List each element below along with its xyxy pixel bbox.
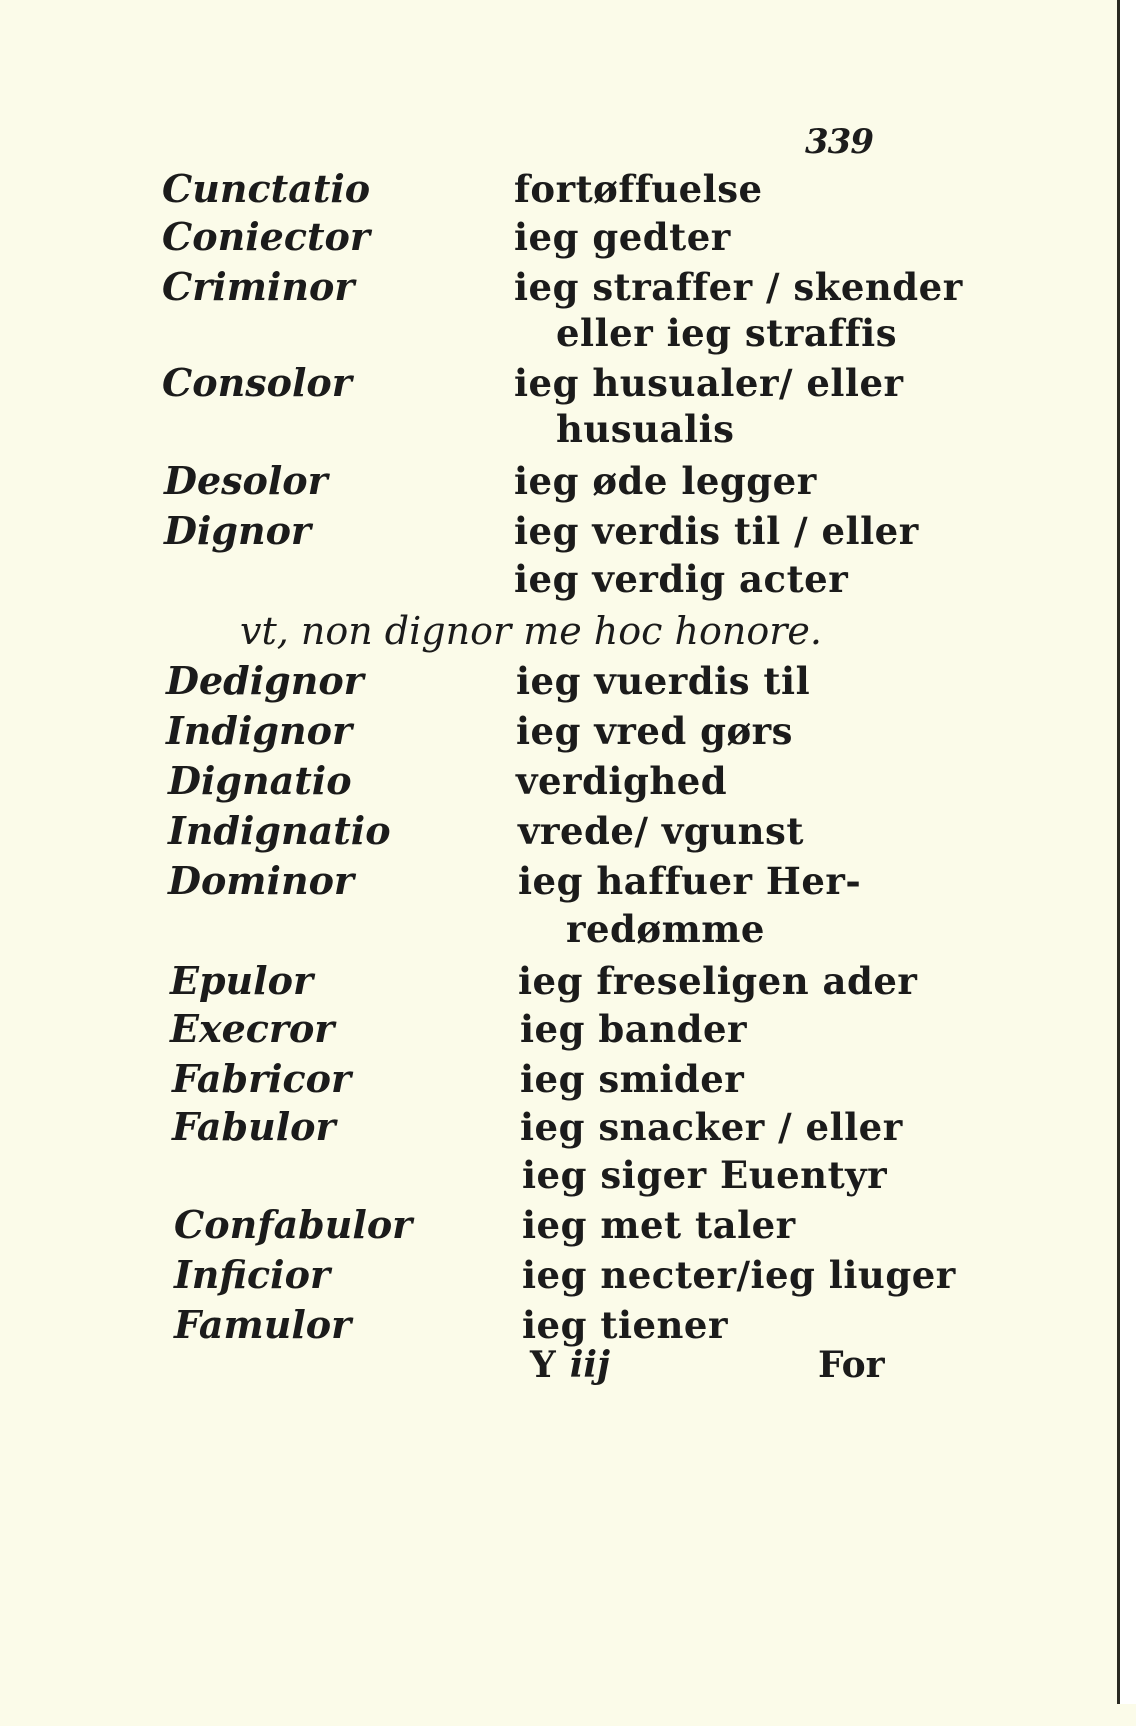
latin-term: Indignor — [166, 708, 352, 753]
latin-term: Dignatio — [168, 758, 352, 803]
signature-numeral: iij — [569, 1344, 611, 1386]
usage-example: vt, non dignor me hoc honore. — [240, 609, 822, 653]
signature-letter: Y — [530, 1344, 556, 1386]
catchword: For — [818, 1344, 885, 1386]
danish-translation-continued: ieg verdig acter — [514, 557, 849, 601]
danish-translation-continued: ieg siger Euentyr — [522, 1153, 888, 1197]
latin-term: Desolor — [164, 458, 328, 503]
danish-translation-continued: eller ieg straffis — [556, 311, 898, 355]
glossary-entry-continuation — [0, 404, 1120, 454]
glossary-entry — [0, 806, 1120, 856]
page-number: 339 — [805, 122, 873, 162]
latin-term: Consolor — [162, 360, 352, 405]
glossary-entry-continuation — [0, 1150, 1120, 1200]
glossary-entry-continuation — [0, 308, 1120, 358]
glossary-entry — [0, 164, 1120, 214]
glossary-entry — [0, 262, 1120, 312]
scan-margin — [0, 1704, 1136, 1726]
glossary-entry-continuation — [0, 554, 1120, 604]
latin-term: Dedignor — [166, 658, 364, 703]
danish-translation: vrede/ vgunst — [518, 809, 804, 853]
glossary-entry — [0, 656, 1120, 706]
glossary-entry — [0, 212, 1120, 262]
danish-translation: ieg smider — [520, 1057, 745, 1101]
danish-translation: ieg vred gørs — [516, 709, 794, 753]
danish-translation-continued: husualis — [556, 407, 735, 451]
danish-translation: ieg bander — [520, 1007, 747, 1051]
latin-term: Indignatio — [168, 808, 391, 853]
glossary-entry — [0, 956, 1120, 1006]
latin-term: Coniector — [162, 214, 370, 259]
latin-term: Epulor — [170, 958, 313, 1003]
latin-term: Fabricor — [172, 1056, 352, 1101]
glossary-entry — [0, 856, 1120, 906]
danish-translation: ieg haffuer Her- — [518, 859, 862, 903]
glossary-entry — [0, 1102, 1120, 1152]
usage-example-row — [0, 606, 1120, 656]
danish-translation: verdighed — [516, 759, 728, 803]
glossary-entry-continuation — [0, 904, 1120, 954]
glossary-entry — [0, 1004, 1120, 1054]
danish-translation: ieg tiener — [522, 1303, 728, 1347]
danish-translation: ieg vuerdis til — [516, 659, 811, 703]
latin-term: Famulor — [174, 1302, 352, 1347]
glossary-entry — [0, 756, 1120, 806]
danish-translation: ieg gedter — [514, 215, 731, 259]
danish-translation: ieg necter/ieg liuger — [522, 1253, 956, 1297]
glossary-entry — [0, 1250, 1120, 1300]
glossary-entry — [0, 1200, 1120, 1250]
glossary-entry — [0, 456, 1120, 506]
danish-translation: ieg snacker / eller — [520, 1105, 903, 1149]
danish-translation: ieg straffer / skender — [514, 265, 963, 309]
latin-term: Fabulor — [172, 1104, 336, 1149]
danish-translation: ieg met taler — [522, 1203, 796, 1247]
glossary-entry — [0, 1054, 1120, 1104]
latin-term: Dignor — [164, 508, 311, 553]
latin-term: Inficior — [174, 1252, 330, 1297]
glossary-entry — [0, 506, 1120, 556]
signature-mark — [530, 1340, 610, 1390]
danish-translation: ieg verdis til / eller — [514, 509, 919, 553]
latin-term: Cunctatio — [162, 166, 371, 211]
danish-translation: ieg øde legger — [514, 459, 817, 503]
glossary-entry — [0, 358, 1120, 408]
latin-term: Confabulor — [174, 1202, 413, 1247]
latin-term: Criminor — [162, 264, 355, 309]
latin-term: Execror — [170, 1006, 335, 1051]
danish-translation: ieg husualer/ eller — [514, 361, 904, 405]
glossary-entry — [0, 706, 1120, 756]
danish-translation-continued: redømme — [566, 907, 765, 951]
danish-translation: fortøffuelse — [514, 167, 763, 211]
latin-term: Dominor — [168, 858, 354, 903]
page-footer — [0, 1340, 1120, 1390]
danish-translation: ieg freseligen ader — [518, 959, 918, 1003]
